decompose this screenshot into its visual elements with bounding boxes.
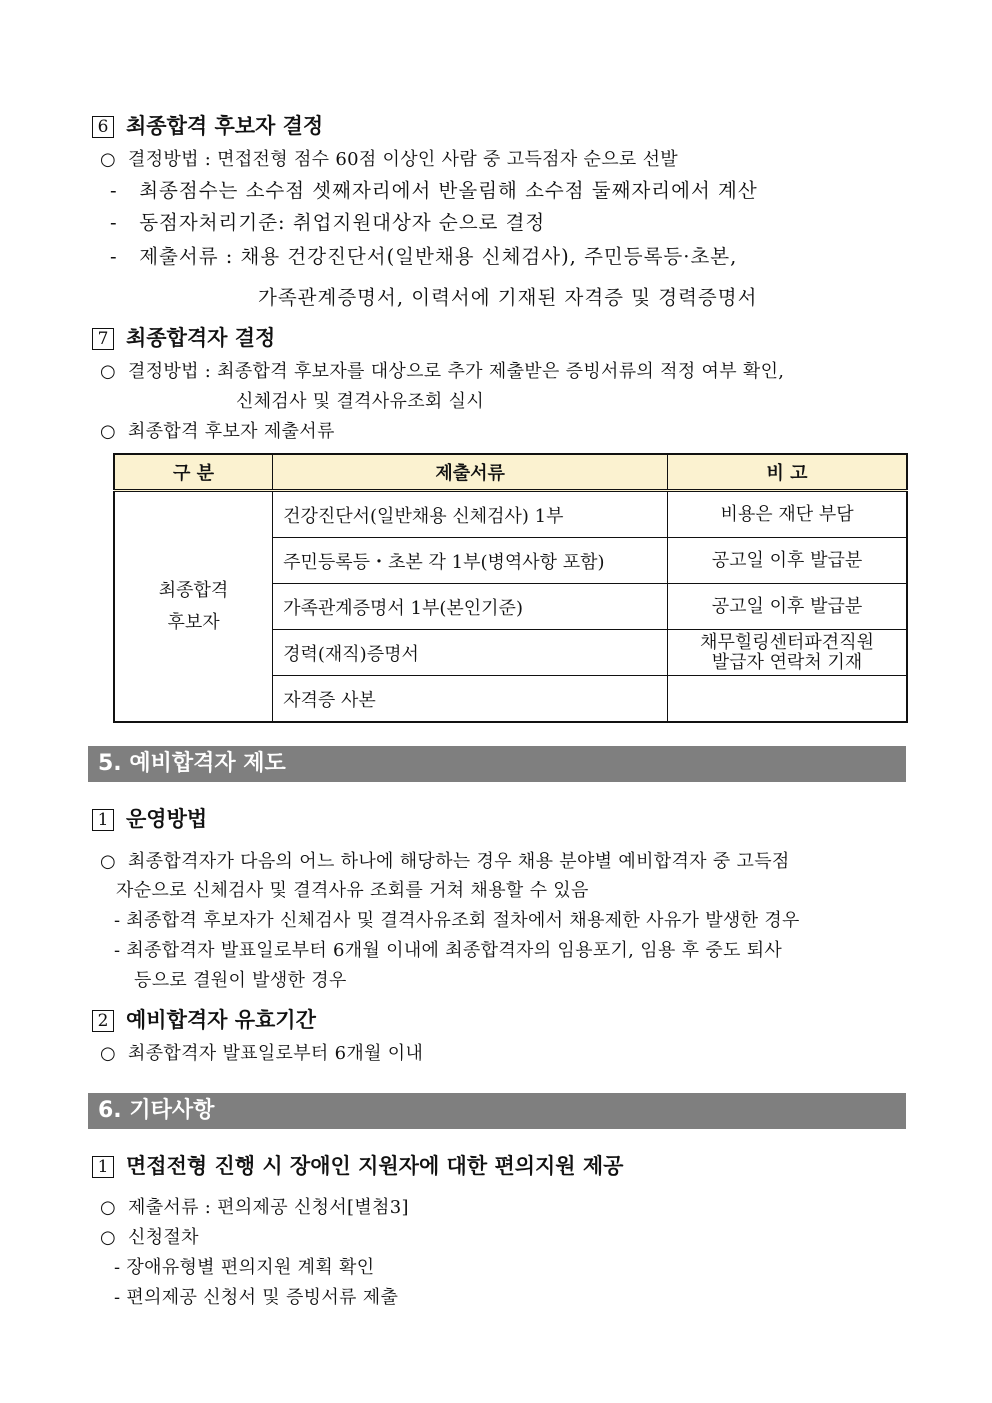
- bullet-text: 최종합격 후보자가 신체검사 및 결격사유조회 절차에서 채용제한 사유가 발생한 경우: [126, 910, 800, 931]
- note-cell: [668, 676, 907, 723]
- docs-label-text: 최종합격 후보자 제출서류: [128, 421, 335, 442]
- detail-text: 동점자처리기준: 취업지원대상자 순으로 결정: [139, 211, 546, 234]
- dash-icon: -: [114, 1257, 121, 1278]
- dash-icon: -: [110, 245, 118, 268]
- document-cell: 건강진단서(일반채용 신체검사) 1부: [273, 491, 668, 538]
- dash-icon: -: [114, 1287, 121, 1308]
- header-documents: 제출서류: [273, 454, 668, 491]
- procedure-step-2: [114, 1283, 398, 1309]
- number-box: 2: [92, 1010, 114, 1032]
- operation-bullet-2: [114, 936, 782, 962]
- category-line-2: 후보자: [167, 611, 220, 633]
- category-line-1: 최종합격: [158, 579, 229, 601]
- paragraph-text: 최종합격자가 다음의 어느 하나에 해당하는 경우 채용 분야별 예비합격자 중 고득점: [128, 851, 790, 872]
- operation-bullet-2b: 등으로 결원이 발생한 경우: [134, 970, 347, 991]
- detail-line-3b: 가족관계증명서, 이력서에 기재된 자격증 및 경력증명서: [258, 286, 758, 309]
- paragraph-text: 제출서류 : 편의제공 신청서[별첨3]: [128, 1197, 409, 1218]
- header-note: 비 고: [668, 454, 907, 491]
- circle-bullet-icon: ○: [100, 421, 117, 442]
- circle-bullet-icon: ○: [100, 1197, 117, 1218]
- circle-bullet-icon: ○: [100, 149, 117, 170]
- subheading-title: 예비합격자 유효기간: [126, 1007, 316, 1032]
- circle-bullet-icon: ○: [100, 851, 117, 872]
- document-cell: 주민등록등・초본 각 1부(병역사항 포함): [273, 538, 668, 584]
- step-text: 장애유형별 편의지원 계획 확인: [126, 1257, 375, 1278]
- dash-icon: -: [110, 211, 118, 234]
- detail-text: 최종점수는 소수점 셋째자리에서 반올림해 소수점 둘째자리에서 계산: [139, 179, 758, 202]
- accommodation-docs: [100, 1193, 409, 1219]
- dash-icon: -: [114, 940, 121, 961]
- detail-line-1: [110, 175, 758, 203]
- subheading-operation: [92, 803, 207, 833]
- procedure-step-1: [114, 1253, 374, 1279]
- document-cell: 가족관계증명서 1부(본인기준): [273, 584, 668, 630]
- docs-label: [100, 417, 335, 443]
- step-text: 편의제공 신청서 및 증빙서류 제출: [126, 1287, 399, 1308]
- dash-icon: -: [110, 179, 118, 202]
- operation-bullet-1: [114, 906, 800, 932]
- method-text: 결정방법 : 면접전형 점수 60점 이상인 사람 중 고득점자 순으로 선발: [128, 149, 678, 170]
- bullet-text: 최종합격자 발표일로부터 6개월 이내에 최종합격자의 임용포기, 임용 후 중도 퇴사: [126, 940, 783, 961]
- detail-line-3: [110, 241, 737, 269]
- table-header-row: [114, 454, 907, 491]
- circle-bullet-icon: ○: [100, 1227, 117, 1248]
- subheading-title: 최종합격자 결정: [126, 325, 276, 350]
- category-cell: [114, 491, 273, 723]
- operation-paragraph: [100, 847, 790, 873]
- method-line-2: 신체검사 및 결격사유조회 실시: [236, 391, 485, 412]
- subheading-final-pass: [92, 322, 275, 352]
- subheading-title: 운영방법: [126, 806, 208, 831]
- table-row: [114, 491, 907, 538]
- number-box: 6: [92, 116, 114, 138]
- accommodation-procedure: [100, 1223, 199, 1249]
- validity-line: [100, 1039, 423, 1065]
- validity-text: 최종합격자 발표일로부터 6개월 이내: [128, 1043, 424, 1064]
- operation-paragraph-2: 자순으로 신체검사 및 결격사유 조회를 거쳐 채용할 수 있음: [116, 880, 589, 901]
- note-cell: [668, 630, 907, 676]
- document-cell: 자격증 사본: [273, 676, 668, 723]
- note-line-1: 채무힐링센터파견직원: [700, 631, 874, 653]
- note-cell: 공고일 이후 발급분: [668, 584, 907, 630]
- dash-icon: -: [114, 910, 121, 931]
- method-text: 결정방법 : 최종합격 후보자를 대상으로 추가 제출받은 증빙서류의 적정 여부 확인,: [128, 361, 785, 382]
- detail-text: 제출서류 : 채용 건강진단서(일반채용 신체검사), 주민등록등·초본,: [139, 245, 738, 268]
- number-box: 1: [92, 1156, 114, 1178]
- number-box: 7: [92, 328, 114, 350]
- subheading-accommodation: [92, 1150, 623, 1180]
- subheading-validity: [92, 1004, 316, 1034]
- section-heading-6: 6. 기타사항: [88, 1093, 906, 1129]
- section-heading-5: 5. 예비합격자 제도: [88, 746, 906, 782]
- method-line: [100, 357, 784, 383]
- detail-line-2: [110, 207, 545, 235]
- number-box: 1: [92, 809, 114, 831]
- subheading-final-candidate: [92, 110, 323, 140]
- note-cell: 비용은 재단 부담: [668, 491, 907, 538]
- circle-bullet-icon: ○: [100, 361, 117, 382]
- note-cell: 공고일 이후 발급분: [668, 538, 907, 584]
- subheading-title: 최종합격 후보자 결정: [126, 113, 324, 138]
- method-line: [100, 145, 678, 171]
- circle-bullet-icon: ○: [100, 1043, 117, 1064]
- header-category: 구 분: [114, 454, 273, 491]
- documents-table: [113, 453, 908, 723]
- paragraph-text: 신청절차: [128, 1227, 199, 1248]
- note-line-2: 발급자 연락처 기재: [711, 651, 863, 673]
- document-cell: 경력(재직)증명서: [273, 630, 668, 676]
- subheading-title: 면접전형 진행 시 장애인 지원자에 대한 편의지원 제공: [126, 1153, 624, 1178]
